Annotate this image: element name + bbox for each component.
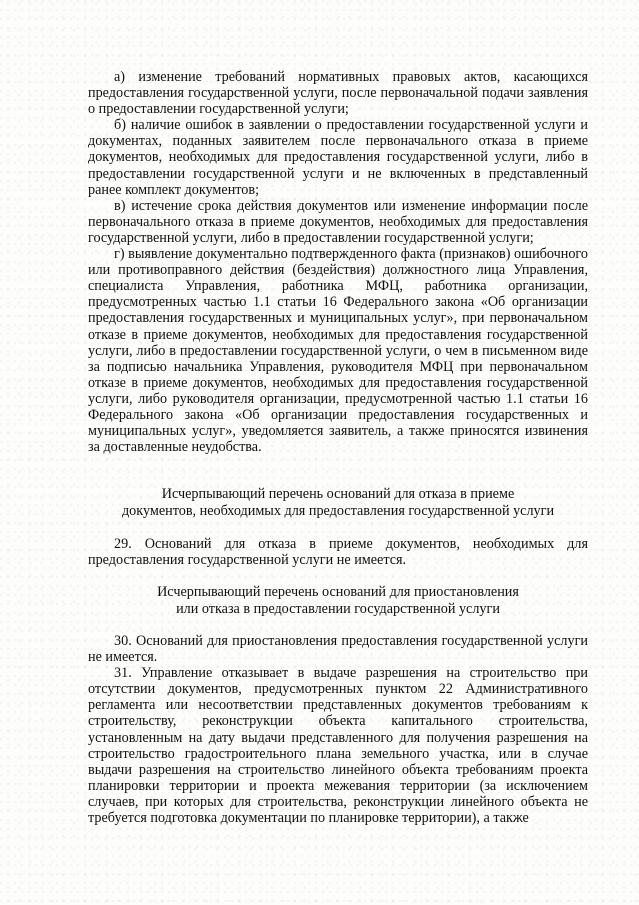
paragraph-b: б) наличие ошибок в заявлении о предоставлении государственной услуги и документах, поданных заявителем после первоначального отказа в приеме документов, необходимых для предоставления государственной услуги, либо в предоставлении государственной услуги и не включенных в представленный ранее комплект документов; (88, 117, 588, 198)
section-heading-suspension (88, 584, 588, 617)
paragraph-29: 29. Оснований для отказа в приеме документов, необходимых для предоставления государственной услуги не имеется. (88, 536, 588, 569)
paragraph-a: а) изменение требований нормативных правовых актов, касающихся предоставления государственной услуги, после первоначальной подачи заявления о предоставлении государственной услуги; (88, 69, 588, 118)
section-heading-refusal-reception (88, 486, 588, 519)
heading-line: документов, необходимых для предоставления государственной услуги (121, 502, 555, 519)
paragraph-30: 30. Оснований для приостановления предоставления государственной услуги не имеется. (88, 633, 588, 666)
paragraph-g: г) выявление документально подтвержденного факта (признаков) ошибочного или противоправного действия (бездействия) должностного лица Управления, специалиста Управления, работника МФЦ, работника организации, предусмотренных частью 1.1 статьи 16 Федерального закона «Об организации предоставления государственных и муниципальных услуг», при первоначальном отказе в приеме документов, необходимых для предоставления государственной услуги, либо в предоставлении государственной услуги, о чем в письменном виде за подписью начальника Управления, руководителя МФЦ при первоначальном отказе в приеме документов, необходимых для предоставления государственной услуги, либо руководителя организации, предусмотренной частью 1.1 статьи 16 Федерального закона «Об организации предоставления государственных и муниципальных услуг», уведомляется заявитель, а также приносятся извинения за доставленные неудобства. (88, 246, 588, 456)
paragraph-31: 31. Управление отказывает в выдаче разрешения на строительство при отсутствии документов, предусмотренных пунктом 22 Административного регламента или несоответствии представленных документов требованиям к строительству, реконструкции объекта капитального строительства, установленным на дату выдачи представленного для получения разрешения на строительство градостроительного плана земельного участка, или в случае выдачи разрешения на строительство линейного объекта требованиям проекта планировки территории и проекта межевания территории (за исключением случаев, при которых для строительства, реконструкции линейного объекта не требуется подготовка документации по планировке территории), а также (88, 665, 588, 827)
paragraph-29-block (88, 536, 588, 568)
heading-line: или отказа в предоставлении государственной услуги (176, 600, 500, 617)
heading-line: Исчерпывающий перечень оснований для приостановления (157, 584, 519, 600)
heading-line: Исчерпывающий перечень оснований для отказа в приеме (161, 486, 515, 502)
paragraphs-30-31-block (88, 633, 588, 826)
grounds-list (88, 69, 588, 455)
paragraph-v: в) истечение срока действия документов или изменение информации после первоначального отказа в приеме документов, необходимых для предоставления государственной услуги, либо в предоставлении государственной услуги; (88, 197, 588, 246)
